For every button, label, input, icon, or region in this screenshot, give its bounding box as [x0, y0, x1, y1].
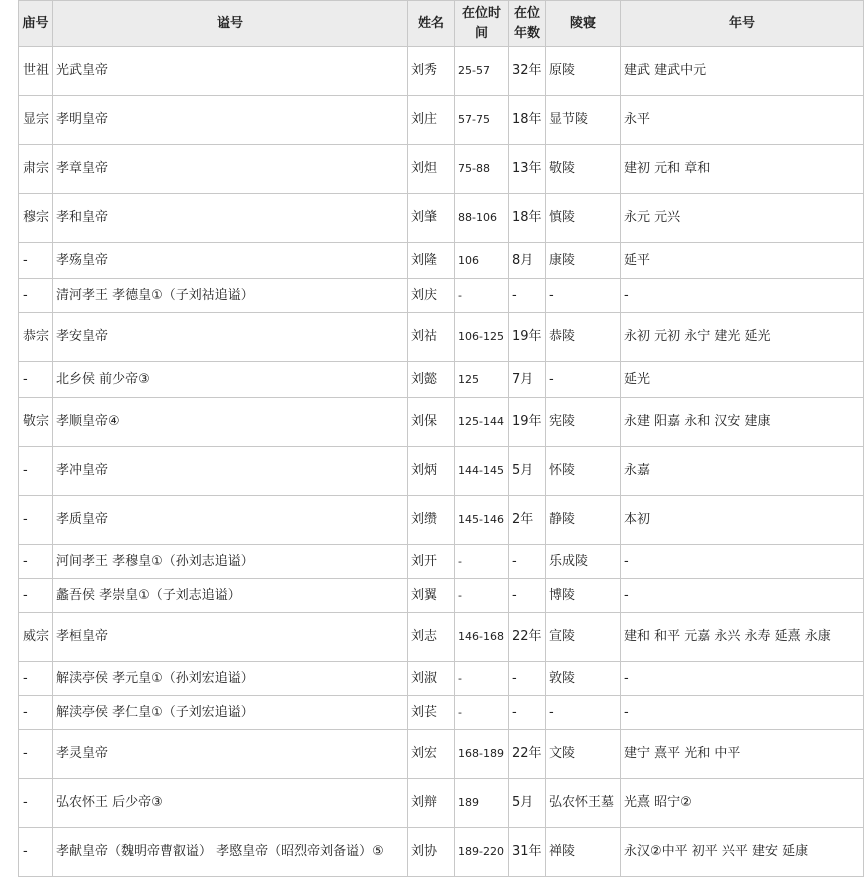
row-posthumous-title: 孝安皇帝	[53, 313, 408, 362]
row-reign-years: -	[509, 662, 546, 696]
row-temple-name: 威宗	[19, 613, 53, 662]
row-era-names: 延平	[621, 243, 864, 279]
header-era: 年号	[621, 1, 864, 47]
row-tomb: -	[546, 696, 621, 730]
row-era-names: -	[621, 579, 864, 613]
row-reign-years: 5月	[509, 447, 546, 496]
row-emperor-name: 刘炟	[408, 145, 455, 194]
row-reign-period: 75-88	[455, 145, 509, 194]
row-tomb: 原陵	[546, 47, 621, 96]
row-era-names: 建和 和平 元嘉 永兴 永寿 延熹 永康	[621, 613, 864, 662]
table-row	[19, 828, 864, 877]
row-temple-name: 恭宗	[19, 313, 53, 362]
table-row	[19, 496, 864, 545]
row-reign-period: 88-106	[455, 194, 509, 243]
header-tomb: 陵寝	[546, 1, 621, 47]
table-row	[19, 398, 864, 447]
row-posthumous-title: 解渎亭侯 孝元皇①（孙刘宏追谥）	[53, 662, 408, 696]
row-emperor-name: 刘庆	[408, 279, 455, 313]
row-temple-name: -	[19, 279, 53, 313]
row-reign-years: 31年	[509, 828, 546, 877]
row-reign-period: -	[455, 662, 509, 696]
row-emperor-name: 刘炳	[408, 447, 455, 496]
row-era-names: 建初 元和 章和	[621, 145, 864, 194]
row-tomb: 博陵	[546, 579, 621, 613]
row-tomb: 静陵	[546, 496, 621, 545]
row-era-names: 光熹 昭宁②	[621, 779, 864, 828]
row-tomb: -	[546, 362, 621, 398]
row-temple-name: 世祖	[19, 47, 53, 96]
row-temple-name: 显宗	[19, 96, 53, 145]
row-emperor-name: 刘翼	[408, 579, 455, 613]
row-emperor-name: 刘庄	[408, 96, 455, 145]
table-row	[19, 279, 864, 313]
row-tomb: 慎陵	[546, 194, 621, 243]
row-posthumous-title: 孝顺皇帝④	[53, 398, 408, 447]
row-era-names: 永初 元初 永宁 建光 延光	[621, 313, 864, 362]
row-temple-name: -	[19, 545, 53, 579]
row-reign-years: -	[509, 579, 546, 613]
row-era-names: -	[621, 279, 864, 313]
row-emperor-name: 刘祜	[408, 313, 455, 362]
emperor-table	[18, 0, 864, 877]
table-row	[19, 545, 864, 579]
table-row	[19, 579, 864, 613]
row-posthumous-title: 孝冲皇帝	[53, 447, 408, 496]
row-reign-years: -	[509, 696, 546, 730]
header-name: 姓名	[408, 1, 455, 47]
row-era-names: 永元 元兴	[621, 194, 864, 243]
row-posthumous-title: 清河孝王 孝德皇①（子刘祜追谥）	[53, 279, 408, 313]
row-reign-period: 106	[455, 243, 509, 279]
table-row	[19, 447, 864, 496]
table-row	[19, 194, 864, 243]
row-temple-name: -	[19, 496, 53, 545]
header-temple: 庙号	[19, 1, 53, 47]
row-posthumous-title: 孝和皇帝	[53, 194, 408, 243]
row-emperor-name: 刘辩	[408, 779, 455, 828]
row-reign-period: 57-75	[455, 96, 509, 145]
row-reign-years: 2年	[509, 496, 546, 545]
row-emperor-name: 刘淑	[408, 662, 455, 696]
row-tomb: 康陵	[546, 243, 621, 279]
row-tomb: 怀陵	[546, 447, 621, 496]
header-posthumous: 谥号	[53, 1, 408, 47]
row-era-names: 永建 阳嘉 永和 汉安 建康	[621, 398, 864, 447]
table-row	[19, 313, 864, 362]
table-row	[19, 145, 864, 194]
row-temple-name: -	[19, 730, 53, 779]
row-era-names: 本初	[621, 496, 864, 545]
row-temple-name: -	[19, 779, 53, 828]
row-reign-years: 22年	[509, 730, 546, 779]
row-emperor-name: 刘秀	[408, 47, 455, 96]
row-era-names: 永嘉	[621, 447, 864, 496]
row-reign-period: 25-57	[455, 47, 509, 96]
row-emperor-name: 刘懿	[408, 362, 455, 398]
header-reign-years: 在位年数	[509, 1, 546, 47]
row-temple-name: 肃宗	[19, 145, 53, 194]
row-era-names: -	[621, 545, 864, 579]
row-posthumous-title: 孝桓皇帝	[53, 613, 408, 662]
row-era-names: -	[621, 662, 864, 696]
row-reign-years: -	[509, 545, 546, 579]
row-tomb: 宣陵	[546, 613, 621, 662]
row-temple-name: -	[19, 828, 53, 877]
row-posthumous-title: 光武皇帝	[53, 47, 408, 96]
row-posthumous-title: 孝灵皇帝	[53, 730, 408, 779]
row-era-names: 延光	[621, 362, 864, 398]
row-reign-years: 19年	[509, 313, 546, 362]
row-posthumous-title: 孝质皇帝	[53, 496, 408, 545]
row-reign-years: 32年	[509, 47, 546, 96]
row-era-names: 永汉②中平 初平 兴平 建安 延康	[621, 828, 864, 877]
row-tomb: 恭陵	[546, 313, 621, 362]
row-posthumous-title: 解渎亭侯 孝仁皇①（子刘宏追谥）	[53, 696, 408, 730]
header-reign-period: 在位时间	[455, 1, 509, 47]
row-reign-period: 106-125	[455, 313, 509, 362]
table-row	[19, 613, 864, 662]
row-reign-period: 125	[455, 362, 509, 398]
row-reign-years: -	[509, 279, 546, 313]
row-emperor-name: 刘宏	[408, 730, 455, 779]
row-temple-name: -	[19, 662, 53, 696]
row-emperor-name: 刘开	[408, 545, 455, 579]
row-era-names: 永平	[621, 96, 864, 145]
row-reign-years: 18年	[509, 194, 546, 243]
table-row	[19, 243, 864, 279]
row-tomb: 弘农怀王墓	[546, 779, 621, 828]
row-temple-name: -	[19, 243, 53, 279]
row-era-names: 建宁 熹平 光和 中平	[621, 730, 864, 779]
row-temple-name: -	[19, 579, 53, 613]
row-reign-period: 146-168	[455, 613, 509, 662]
row-reign-period: -	[455, 545, 509, 579]
row-reign-years: 18年	[509, 96, 546, 145]
row-emperor-name: 刘保	[408, 398, 455, 447]
row-emperor-name: 刘缵	[408, 496, 455, 545]
row-posthumous-title: 孝献皇帝（魏明帝曹叡谥） 孝愍皇帝（昭烈帝刘备谥）⑤	[53, 828, 408, 877]
table-row	[19, 662, 864, 696]
table-header-row	[19, 1, 864, 47]
row-reign-years: 7月	[509, 362, 546, 398]
row-temple-name: -	[19, 362, 53, 398]
row-temple-name: 敬宗	[19, 398, 53, 447]
row-posthumous-title: 孝殇皇帝	[53, 243, 408, 279]
row-emperor-name: 刘苌	[408, 696, 455, 730]
row-posthumous-title: 弘农怀王 后少帝③	[53, 779, 408, 828]
row-era-names: -	[621, 696, 864, 730]
row-tomb: 敬陵	[546, 145, 621, 194]
row-reign-period: 125-144	[455, 398, 509, 447]
row-reign-years: 8月	[509, 243, 546, 279]
row-posthumous-title: 北乡侯 前少帝③	[53, 362, 408, 398]
row-reign-period: 189	[455, 779, 509, 828]
row-posthumous-title: 蠡吾侯 孝崇皇①（子刘志追谥）	[53, 579, 408, 613]
row-temple-name: -	[19, 696, 53, 730]
table-row	[19, 696, 864, 730]
row-tomb: 显节陵	[546, 96, 621, 145]
row-emperor-name: 刘志	[408, 613, 455, 662]
row-reign-period: -	[455, 579, 509, 613]
row-reign-period: 144-145	[455, 447, 509, 496]
table-row	[19, 362, 864, 398]
row-reign-years: 13年	[509, 145, 546, 194]
row-emperor-name: 刘协	[408, 828, 455, 877]
table-row	[19, 779, 864, 828]
row-emperor-name: 刘肇	[408, 194, 455, 243]
row-reign-years: 5月	[509, 779, 546, 828]
table-row	[19, 730, 864, 779]
row-reign-period: 168-189	[455, 730, 509, 779]
row-reign-period: 145-146	[455, 496, 509, 545]
row-reign-period: 189-220	[455, 828, 509, 877]
row-tomb: 宪陵	[546, 398, 621, 447]
row-emperor-name: 刘隆	[408, 243, 455, 279]
row-reign-years: 22年	[509, 613, 546, 662]
row-tomb: 敦陵	[546, 662, 621, 696]
row-temple-name: -	[19, 447, 53, 496]
table-row	[19, 47, 864, 96]
row-reign-years: 19年	[509, 398, 546, 447]
row-posthumous-title: 河间孝王 孝穆皇①（孙刘志追谥）	[53, 545, 408, 579]
table-row	[19, 96, 864, 145]
row-tomb: 文陵	[546, 730, 621, 779]
row-posthumous-title: 孝明皇帝	[53, 96, 408, 145]
row-era-names: 建武 建武中元	[621, 47, 864, 96]
row-tomb: 乐成陵	[546, 545, 621, 579]
row-tomb: -	[546, 279, 621, 313]
row-temple-name: 穆宗	[19, 194, 53, 243]
row-reign-period: -	[455, 696, 509, 730]
row-tomb: 禅陵	[546, 828, 621, 877]
row-reign-period: -	[455, 279, 509, 313]
row-posthumous-title: 孝章皇帝	[53, 145, 408, 194]
